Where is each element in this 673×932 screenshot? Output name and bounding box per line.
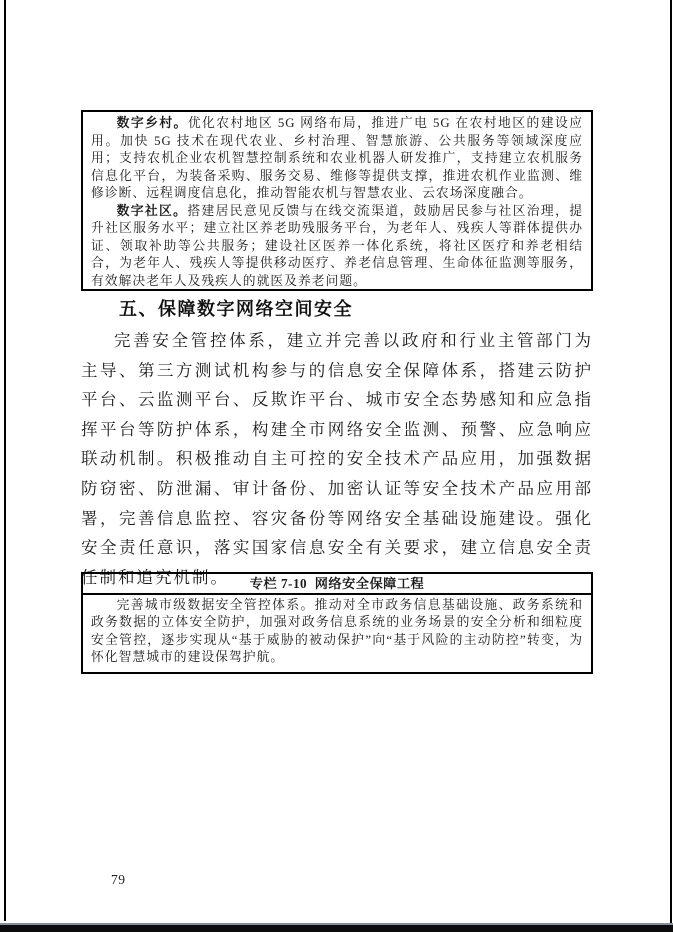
digital-village-text: 优化农村地区 5G 网络布局，推进广电 5G 在农村地区的建设应用。加快 5G 技术在现代农业、乡村治理、智慧旅游、公共服务等领域深度应用；支持农机企业农机智慧控制系统和农业机器人研发推广，支持建立农机服务信息化平台，为装备采购、服务交易、维修等提供支撑，推进农机作业监测、维修诊断、远程调度信息化，推动智能农机与智慧农业、云农场深度融合。 <box>91 116 584 200</box>
project-box-title: 专栏 7-10 网络安全保障工程 <box>83 574 591 595</box>
network-security-project-box <box>81 572 593 674</box>
section-heading: 五、保障数字网络空间安全 <box>119 299 353 319</box>
section-body-paragraph: 完善安全管控体系，建立并完善以政府和行业主管部门为主导、第三方测试机构参与的信息安全保障体系，搭建云防护平台、云监测平台、反欺诈平台、城市安全态势感知和应急指挥平台等防护体系，构建全市网络安全监测、预警、应急响应联动机制。积极推动自主可控的安全技术产品应用，加强数据防窃密、防泄漏、审计备份、加密认证等安全技术产品应用部署，完善信息监控、容灾备份等网络安全基础设施建设。强化安全责任意识，落实国家信息安全有关要求，建立信息安全责任制和追究机制。 <box>81 331 593 587</box>
digital-community-lead: 数字社区。 <box>116 203 188 218</box>
digital-village-community-callout-box <box>81 110 593 291</box>
digital-community-paragraph <box>91 203 583 291</box>
page-number: 79 <box>111 872 126 887</box>
project-box-body: 完善城市级数据安全管控体系。推动对全市政务信息基础设施、政务系统和政务数据的立体安全防护，加强对政务信息系统的业务场景的安全分析和细粒度安全管控，逐步实现从“基于威胁的被动保护”向“基于风险的主动防控”转变，为怀化智慧城市的建设保驾护航。 <box>91 598 583 665</box>
page-right-edge-line <box>670 0 672 926</box>
page-bottom-edge-band <box>0 923 673 932</box>
digital-village-paragraph <box>91 115 583 203</box>
page-left-edge-line <box>4 0 6 921</box>
digital-community-text: 搭建居民意见反馈与在线交流渠道，鼓励居民参与社区治理，提升社区服务水平；建立社区养老助残服务平台，为老年人、残疾人等群体提供办证、领取补助等公共服务；建设社区医养一体化系统，将社区医疗和养老相结合，为老年人、残疾人等提供移动医疗、养老信息管理、生命体征监测等服务，有效解决老年人及残疾人的就医及养老问题。 <box>91 203 584 288</box>
digital-village-lead: 数字乡村。 <box>116 116 188 130</box>
